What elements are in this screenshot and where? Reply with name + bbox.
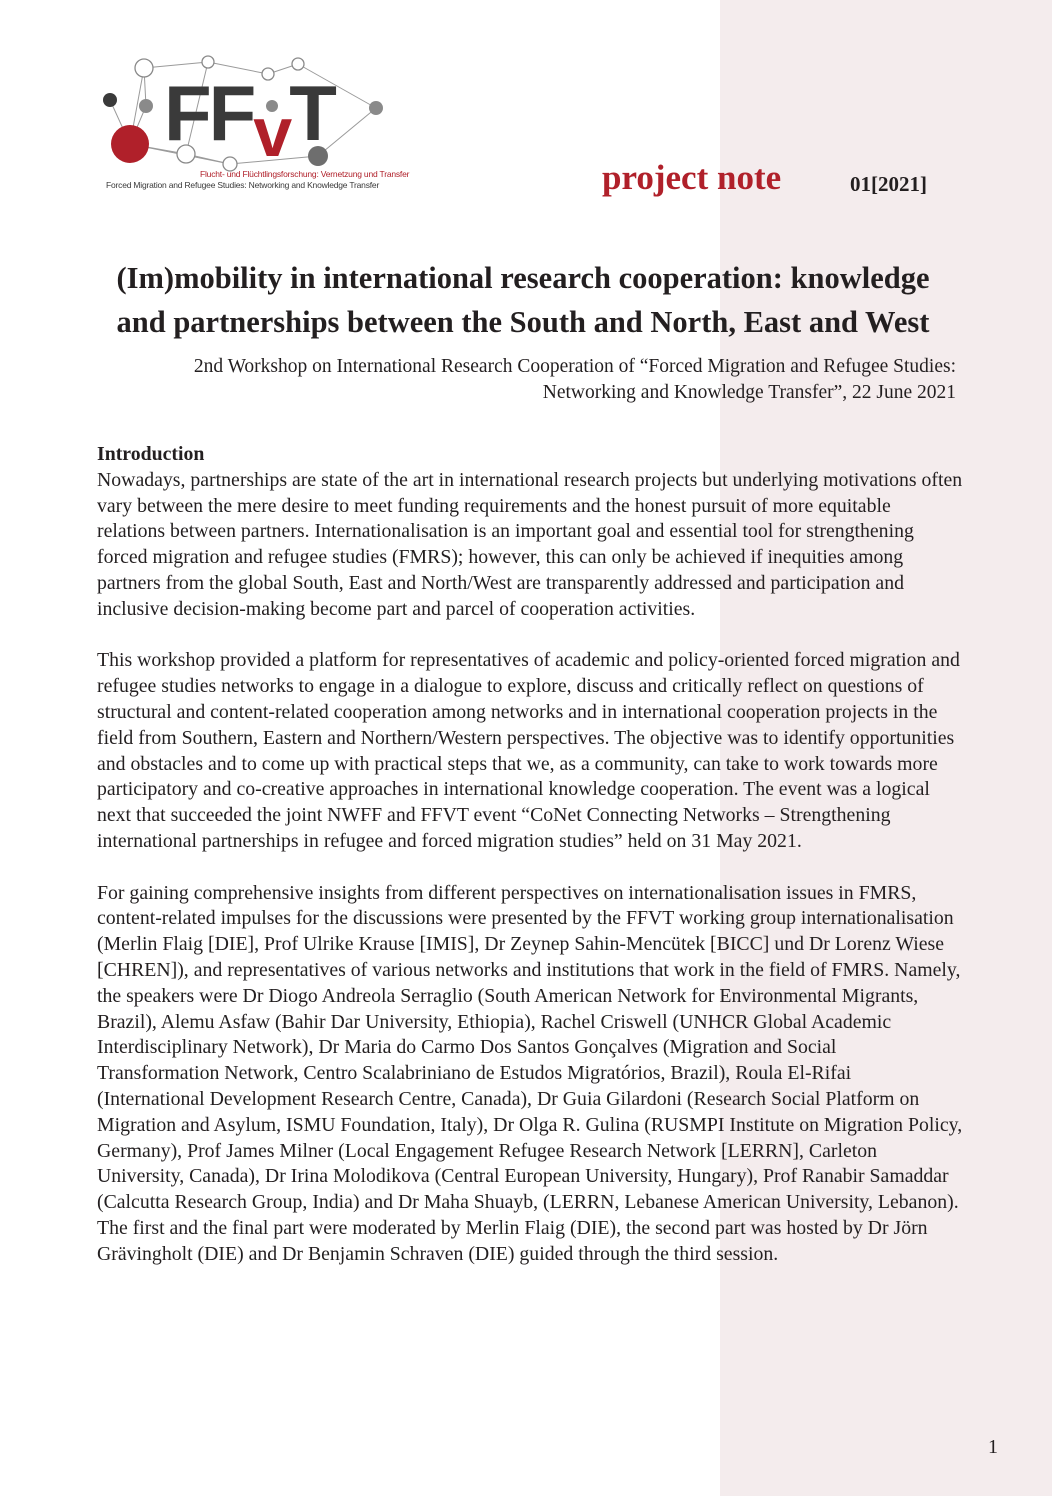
ffvt-wordmark: FFvT bbox=[164, 69, 334, 171]
body-content bbox=[97, 442, 963, 1293]
logo-subtitle-english: Forced Migration and Refugee Studies: Networking and Knowledge Transfer bbox=[106, 180, 380, 190]
document-subtitle: 2nd Workshop on International Research Cooperation of “Forced Migration and Refugee Studies: Networking and Knowledge Transfer”, 22 June 2021 bbox=[193, 356, 956, 403]
document-title: (Im)mobility in international research cooperation: knowledge and partnerships between the South and North, East and West bbox=[116, 261, 930, 339]
ffvt-logo bbox=[100, 52, 410, 197]
issue-number: 01[2021] bbox=[850, 172, 927, 196]
paragraph: This workshop provided a platform for representatives of academic and policy-oriented forced migration and refugee studies networks to engage in a dialogue to explore, discuss and critically reflect on questions of structural and content-related cooperation among networks and in international cooperation projects in the field from Southern, Eastern and Northern/Western perspectives. The objective was to identify opportunities and obstacles and to come up with practical steps that we, as a community, can take to work towards more participatory and co-creative approaches in international knowledge cooperation. The event was a logical next that succeeded the joint NWFF and FFVT event “CoNet Connecting Networks – Strengthening international partnerships in refugee and forced migration studies” held on 31 May 2021. bbox=[97, 649, 960, 852]
network-logo-graphic bbox=[100, 52, 410, 177]
paragraph: Nowadays, partnerships are state of the art in international research projects but underlying motivations often vary between the mere desire to meet funding requirements and the honest pursuit of more equitable relations between partners. Internationalisation is an important goal and essential tool for strengthening forced migration and refugee studies (FMRS); however, this can only be achieved if inequities among partners from the global South, East and North/West are transparently addressed and participation and inclusive decision-making become part and parcel of cooperation activities. bbox=[97, 468, 963, 620]
page-number: 1 bbox=[988, 1436, 998, 1458]
section-heading-introduction: Introduction bbox=[97, 443, 205, 465]
logo-subtitle-german: Flucht- und Flüchtlingsforschung: Vernetzung und Transfer bbox=[200, 169, 410, 179]
project-note-label: project note bbox=[602, 158, 782, 197]
paragraph: For gaining comprehensive insights from different perspectives on internationalisation issues in FMRS, content-related impulses for the discussions were presented by the FFVT working group internationalisation (Merlin Flaig [DIE], Prof Ulrike Krause [IMIS], Dr Zeynep Sahin-Mencütek [BICC] und Dr Lorenz Wiese [CHREN]), and representatives of various networks and institutions that work in the field of FMRS. Namely, the speakers were Dr Diogo Andreola Serraglio (South American Network for Environmental Migrants, Brazil), Alemu Asfaw (Bahir Dar University, Ethiopia), Rachel Criswell (UNHCR Global Academic Interdisciplinary Network), Dr Maria do Carmo Dos Santos Gonçalves (Migration and Social Transformation Network, Centro Scalabriniano de Estudos Migratórios, Brazil), Roula El-Rifai (International Development Research Centre, Canada), Dr Guia Gilardoni (Research Social Platform on Migration and Asylum, ISMU Foundation, Italy), Dr Olga R. Gulina (RUSMPI Institute on Migration Policy, Germany), Prof James Milner (Local Engagement Refugee Research Network [LERRN], Carleton University, Canada), Dr Irina Molodikova (Central European University, Hungary), Prof Ranabir Samaddar (Calcutta Research Group, India) and Dr Maha Shuayb, (LERRN, Lebanese American University, Lebanon). The first and the final part were moderated by Merlin Flaig (DIE), the second part was hosted by Dr Jörn Grävingholt (DIE) and Dr Benjamin Schraven (DIE) guided through the third session. bbox=[97, 881, 963, 1265]
